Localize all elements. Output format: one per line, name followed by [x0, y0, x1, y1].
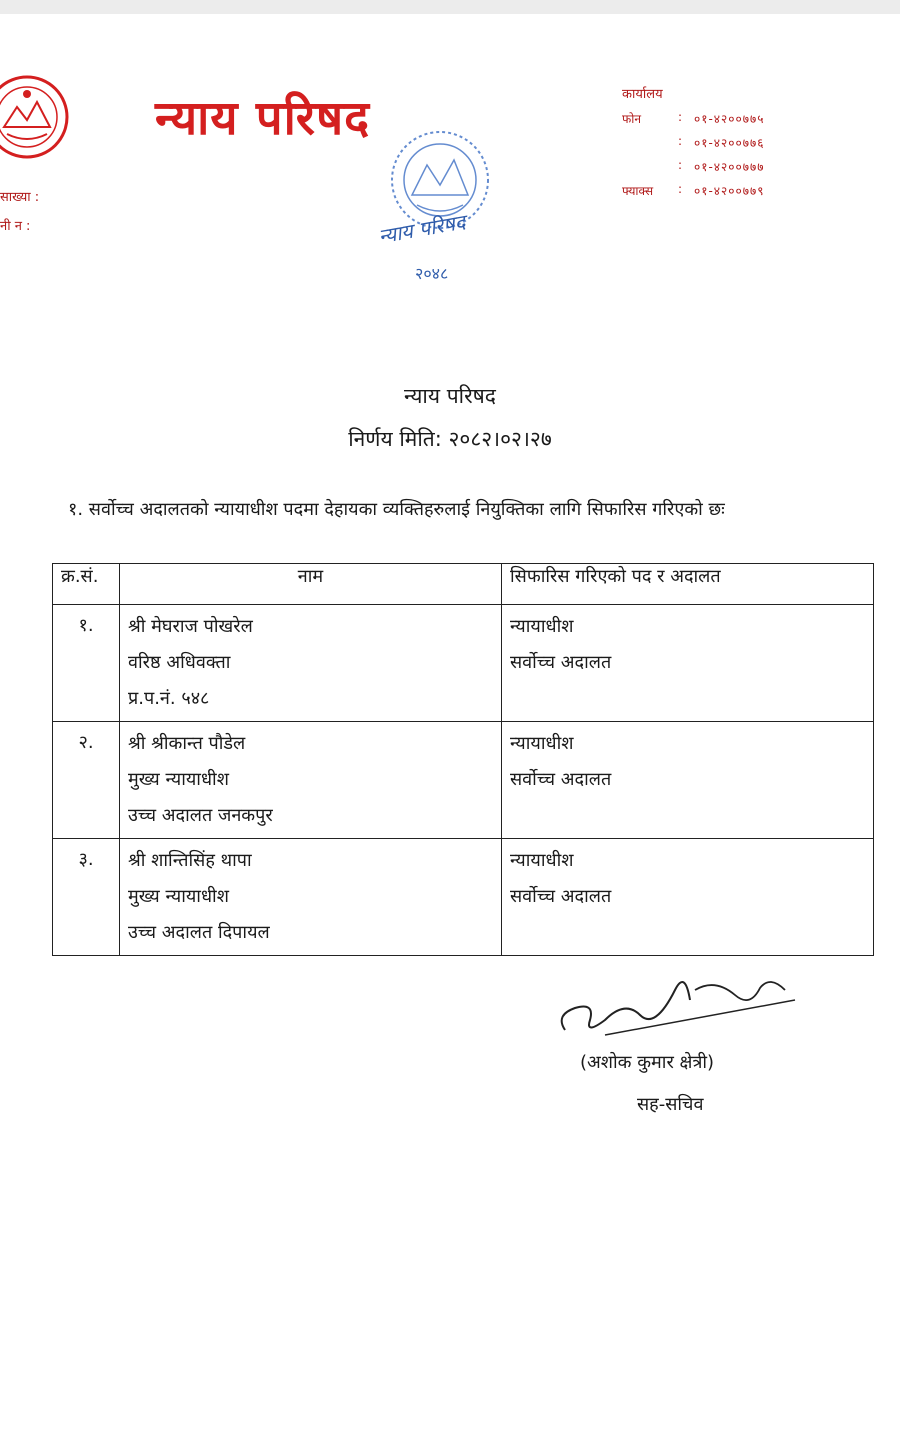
contact-value: ०१-४२००७७५	[694, 112, 765, 126]
contact-value: ०१-४२००७७६	[694, 136, 765, 150]
seal-text: न्याय परिषद	[376, 209, 468, 249]
contact-separator: :	[678, 134, 683, 148]
nominee-detail: उच्च अदालत जनकपुर	[128, 805, 273, 826]
table-row	[53, 722, 874, 839]
name-cell	[120, 722, 502, 839]
serial-cell: १.	[53, 605, 120, 722]
post-cell	[502, 722, 874, 839]
table-row	[53, 605, 874, 722]
contact-separator: :	[678, 110, 683, 124]
nepal-emblem-icon	[0, 72, 72, 162]
reference-fields	[0, 183, 39, 241]
name-cell	[120, 605, 502, 722]
reference-number-label: साख्या :	[0, 190, 40, 205]
recommended-post: न्यायाधीश	[510, 733, 574, 754]
contact-row	[622, 110, 765, 134]
recommendation-table	[52, 563, 874, 956]
nominee-name: श्री शान्तिसिंह थापा	[128, 850, 252, 871]
nominee-name: श्री श्रीकान्त पौडेल	[128, 733, 246, 754]
table-row	[53, 839, 874, 956]
handwritten-signature	[545, 960, 845, 1050]
organization-name: न्याय परिषद	[155, 91, 371, 146]
column-header-name: नाम	[120, 564, 502, 605]
nominee-position: मुख्य न्यायाधीश	[128, 886, 229, 907]
signer-designation: सह-सचिव	[637, 1094, 704, 1115]
contact-value: ०१-४२००७७९	[694, 184, 765, 198]
document-title: न्याय परिषद	[404, 384, 496, 408]
contact-row	[622, 158, 765, 182]
serial-cell: २.	[53, 722, 120, 839]
contact-value: ०१-४२००७७७	[694, 160, 765, 174]
office-label: कार्यालय	[622, 87, 663, 102]
recommended-court: सर्वोच्च अदालत	[510, 652, 612, 673]
contact-separator: :	[678, 182, 683, 196]
column-header-serial: क्र.सं.	[53, 564, 120, 605]
recommended-court: सर्वोच्च अदालत	[510, 886, 612, 907]
nominee-detail: उच्च अदालत दिपायल	[128, 922, 270, 943]
nominee-name: श्री मेघराज पोखरेल	[128, 616, 253, 637]
post-cell	[502, 839, 874, 956]
decision-date: निर्णय मिति: २०८२।०२।२७	[348, 427, 552, 451]
nominee-detail: प्र.प.नं. ५४८	[128, 688, 210, 709]
dispatch-number-label: नी न :	[0, 219, 31, 234]
contact-label	[622, 134, 678, 158]
contact-row	[622, 134, 765, 158]
contact-label: फोन	[622, 112, 642, 126]
recommended-post: न्यायाधीश	[510, 850, 574, 871]
contact-label	[622, 158, 678, 182]
post-cell	[502, 605, 874, 722]
serial-cell: ३.	[53, 839, 120, 956]
table-header-row	[53, 564, 874, 605]
column-header-post: सिफारिस गरिएको पद र अदालत	[502, 564, 874, 605]
signer-name: (अशोक कुमार क्षेत्री)	[580, 1052, 715, 1073]
nominee-position: वरिष्ठ अधिवक्ता	[128, 652, 231, 673]
contact-separator: :	[678, 158, 683, 172]
decision-paragraph: १. सर्वोच्च अदालतको न्यायाधीश पदमा देहायका व्यक्तिहरुलाई नियुक्तिका लागि सिफारिस गरिएको छः	[68, 499, 725, 520]
contact-label: फ्याक्स	[622, 184, 654, 198]
nominee-position: मुख्य न्यायाधीश	[128, 769, 229, 790]
recommended-post: न्यायाधीश	[510, 616, 574, 637]
name-cell	[120, 839, 502, 956]
top-status-bar	[0, 0, 900, 14]
recommended-court: सर्वोच्च अदालत	[510, 769, 612, 790]
contact-row	[622, 182, 765, 206]
seal-year: २०४८	[415, 264, 449, 283]
contact-list	[622, 110, 765, 206]
